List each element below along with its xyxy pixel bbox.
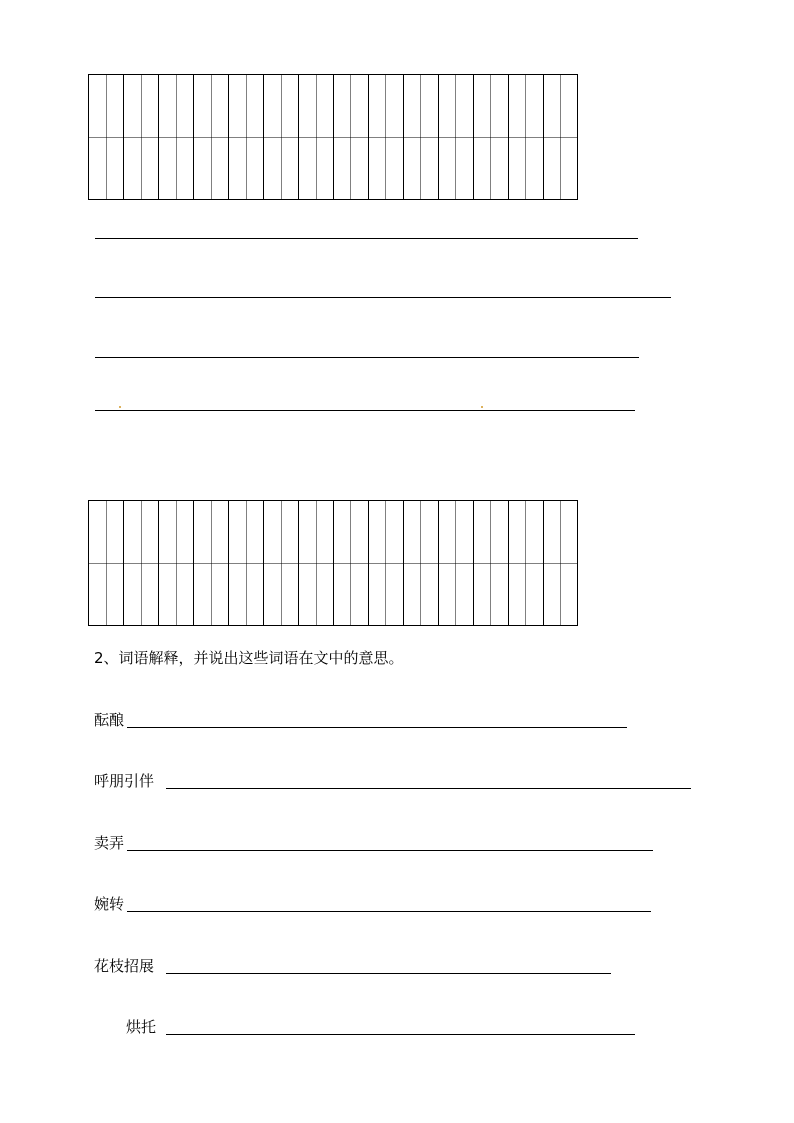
answer-line-6[interactable]	[166, 1034, 635, 1035]
ink-speck	[481, 406, 483, 408]
answer-line-3[interactable]	[127, 850, 653, 851]
writing-grid-top	[88, 74, 577, 200]
term-label-6: 烘托	[126, 1018, 157, 1036]
answer-line-4[interactable]	[127, 911, 651, 912]
answer-line-1[interactable]	[127, 727, 627, 728]
writing-line-2	[95, 297, 671, 298]
term-label-5: 花枝招展	[94, 957, 155, 975]
term-label-4: 婉转	[94, 895, 125, 913]
ink-speck	[119, 406, 121, 408]
writing-line-4	[95, 410, 635, 411]
writing-line-1	[95, 238, 638, 239]
writing-grid-bottom	[88, 500, 577, 626]
question-2-prompt: 2、词语解释，并说出这些词语在文中的意思。	[94, 649, 404, 667]
answer-line-2[interactable]	[166, 788, 691, 789]
writing-grid-bottom-svg	[88, 500, 578, 627]
writing-line-3	[95, 357, 639, 358]
term-label-2: 呼朋引伴	[94, 772, 155, 790]
term-label-1: 酝酿	[94, 711, 125, 729]
answer-line-5[interactable]	[166, 973, 611, 974]
term-label-3: 卖弄	[94, 834, 125, 852]
writing-grid-top-svg	[88, 74, 578, 201]
